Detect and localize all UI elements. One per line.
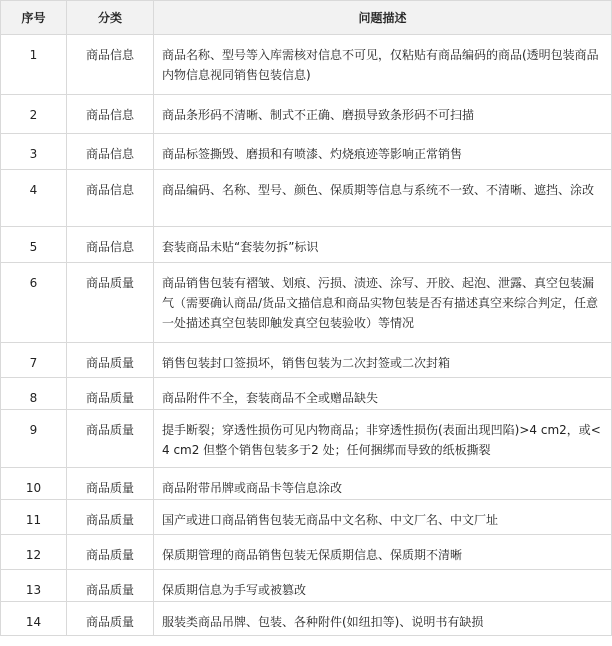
row-description: 商品编码、名称、型号、颜色、保质期等信息与系统不一致、不清晰、遮挡、涂改 [154,170,612,227]
table-header-row [1,1,612,35]
table-row [1,602,612,636]
table-row [1,170,612,227]
row-category: 商品信息 [67,170,154,227]
row-description: 商品附件不全，套装商品不全或赠品缺失 [154,378,612,410]
row-description: 销售包装封口签损坏，销售包装为二次封签或二次封箱 [154,343,612,378]
row-category: 商品质量 [67,468,154,500]
header-no: 序号 [1,1,67,35]
row-no: 10 [1,468,67,500]
row-description: 保质期管理的商品销售包装无保质期信息、保质期不清晰 [154,535,612,570]
table-row [1,500,612,535]
table-row [1,378,612,410]
table-row [1,35,612,95]
row-category: 商品信息 [67,227,154,263]
row-no: 3 [1,134,67,170]
row-no: 9 [1,410,67,468]
row-description: 商品标签撕毁、磨损和有喷漆、灼烧痕迹等影响正常销售 [154,134,612,170]
row-no: 8 [1,378,67,410]
table-row [1,134,612,170]
row-no: 2 [1,95,67,134]
row-no: 13 [1,570,67,602]
row-description: 国产或进口商品销售包装无商品中文名称、中文厂名、中文厂址 [154,500,612,535]
row-no: 5 [1,227,67,263]
row-category: 商品信息 [67,95,154,134]
row-description: 商品附带吊牌或商品卡等信息涂改 [154,468,612,500]
row-description: 商品销售包装有褶皱、划痕、污损、渍迹、涂写、开胶、起泡、泄露、真空包装漏气（需要确认商品/货品文描信息和商品实物包装是否有描述真空来综合判定，任意一处描述真空包装即触发真空包装验收）等情况 [154,263,612,343]
row-category: 商品质量 [67,410,154,468]
row-category: 商品质量 [67,602,154,636]
table-row [1,570,612,602]
table-row [1,95,612,134]
row-category: 商品信息 [67,134,154,170]
row-description: 商品条形码不清晰、制式不正确、磨损导致条形码不可扫描 [154,95,612,134]
table-row [1,263,612,343]
row-no: 6 [1,263,67,343]
row-category: 商品质量 [67,535,154,570]
row-description: 套装商品未贴“套装勿拆”标识 [154,227,612,263]
row-no: 7 [1,343,67,378]
row-category: 商品质量 [67,378,154,410]
row-description: 服装类商品吊牌、包装、各种附件(如纽扣等)、说明书有缺损 [154,602,612,636]
header-category: 分类 [67,1,154,35]
row-category: 商品质量 [67,343,154,378]
table-row [1,410,612,468]
row-no: 11 [1,500,67,535]
row-no: 12 [1,535,67,570]
row-no: 1 [1,35,67,95]
row-category: 商品质量 [67,500,154,535]
row-no: 4 [1,170,67,227]
table-row [1,468,612,500]
row-category: 商品质量 [67,263,154,343]
row-no: 14 [1,602,67,636]
header-description: 问题描述 [154,1,612,35]
row-description: 提手断裂；穿透性损伤可见内物商品；非穿透性损伤(表面出现凹陷)>4 cm2，或<4 cm2 但整个销售包装多于2 处；任何捆绑而导致的纸板撕裂 [154,410,612,468]
row-category: 商品信息 [67,35,154,95]
table-row [1,227,612,263]
table-row [1,343,612,378]
row-description: 商品名称、型号等入库需核对信息不可见，仅粘贴有商品编码的商品(透明包装商品内物信息视同销售包装信息) [154,35,612,95]
row-description: 保质期信息为手写或被篡改 [154,570,612,602]
table-row [1,535,612,570]
row-category: 商品质量 [67,570,154,602]
